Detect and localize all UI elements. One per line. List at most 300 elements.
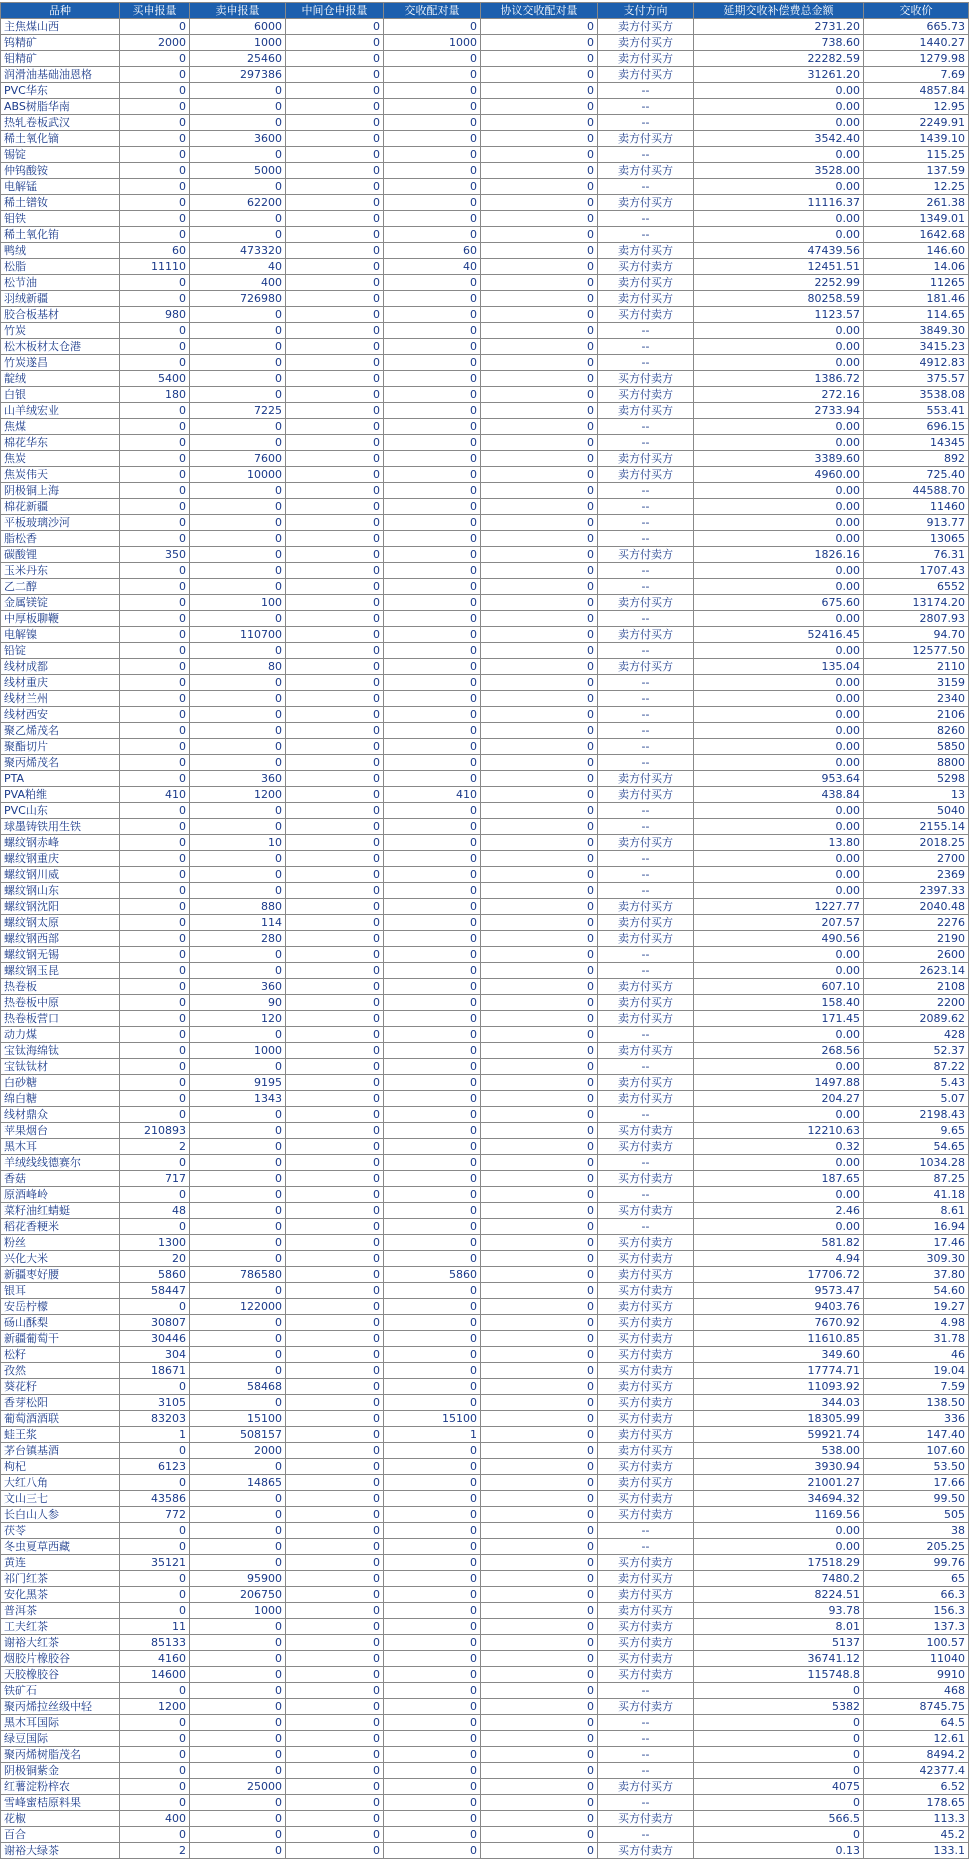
- cell-buy-qty: 0: [120, 115, 190, 131]
- table-row: [1, 595, 969, 611]
- cell-compensation: 0.00: [694, 99, 864, 115]
- cell-match-qty: 0: [384, 819, 481, 835]
- cell-buy-qty: 60: [120, 243, 190, 259]
- cell-agreement-qty: 0: [481, 1011, 598, 1027]
- table-row: [1, 1235, 969, 1251]
- table-row: [1, 307, 969, 323]
- cell-pay-direction: 买方付卖方: [598, 307, 694, 323]
- cell-match-qty: 0: [384, 67, 481, 83]
- cell-mid-qty: 0: [286, 1139, 384, 1155]
- cell-variety: 天胶橡胶谷: [1, 1667, 120, 1683]
- cell-pay-direction: 买方付卖方: [598, 1171, 694, 1187]
- table-row: [1, 163, 969, 179]
- table-row: [1, 67, 969, 83]
- cell-pay-direction: 卖方付买方: [598, 1779, 694, 1795]
- cell-sell-qty: 0: [190, 115, 286, 131]
- cell-settle-price: 14.06: [864, 259, 969, 275]
- cell-agreement-qty: 0: [481, 275, 598, 291]
- cell-match-qty: 0: [384, 307, 481, 323]
- cell-settle-price: 6552: [864, 579, 969, 595]
- cell-variety: 普洱茶: [1, 1603, 120, 1619]
- cell-match-qty: 0: [384, 1107, 481, 1123]
- cell-mid-qty: 0: [286, 211, 384, 227]
- cell-agreement-qty: 0: [481, 1731, 598, 1747]
- col-header-compensation: 延期交收补偿费总金额: [694, 3, 864, 19]
- cell-match-qty: 0: [384, 1603, 481, 1619]
- cell-sell-qty: 206750: [190, 1587, 286, 1603]
- cell-pay-direction: 买方付卖方: [598, 1347, 694, 1363]
- table-row: [1, 1715, 969, 1731]
- cell-compensation: 272.16: [694, 387, 864, 403]
- cell-agreement-qty: 0: [481, 835, 598, 851]
- cell-match-qty: 1000: [384, 35, 481, 51]
- col-header-settle-price: 交收价: [864, 3, 969, 19]
- cell-agreement-qty: 0: [481, 579, 598, 595]
- cell-mid-qty: 0: [286, 979, 384, 995]
- cell-match-qty: 0: [384, 1331, 481, 1347]
- cell-sell-qty: 6000: [190, 19, 286, 35]
- cell-buy-qty: 0: [120, 147, 190, 163]
- cell-variety: 花椒: [1, 1811, 120, 1827]
- cell-pay-direction: 买方付卖方: [598, 1811, 694, 1827]
- cell-compensation: 738.60: [694, 35, 864, 51]
- table-row: [1, 627, 969, 643]
- cell-compensation: 0.00: [694, 755, 864, 771]
- cell-buy-qty: 43586: [120, 1491, 190, 1507]
- cell-match-qty: 0: [384, 627, 481, 643]
- cell-buy-qty: 0: [120, 1747, 190, 1763]
- table-row: [1, 515, 969, 531]
- cell-mid-qty: 0: [286, 675, 384, 691]
- cell-match-qty: 0: [384, 1651, 481, 1667]
- cell-mid-qty: 0: [286, 1107, 384, 1123]
- cell-match-qty: 0: [384, 1571, 481, 1587]
- cell-settle-price: 66.3: [864, 1587, 969, 1603]
- cell-pay-direction: 卖方付买方: [598, 67, 694, 83]
- cell-agreement-qty: 0: [481, 723, 598, 739]
- cell-buy-qty: 0: [120, 1027, 190, 1043]
- cell-sell-qty: 1343: [190, 1091, 286, 1107]
- table-row: [1, 739, 969, 755]
- cell-compensation: 0.00: [694, 1219, 864, 1235]
- cell-match-qty: 0: [384, 755, 481, 771]
- cell-mid-qty: 0: [286, 419, 384, 435]
- cell-compensation: 80258.59: [694, 291, 864, 307]
- cell-sell-qty: 0: [190, 579, 286, 595]
- cell-pay-direction: 卖方付买方: [598, 771, 694, 787]
- cell-variety: 香菇: [1, 1171, 120, 1187]
- cell-sell-qty: 0: [190, 531, 286, 547]
- cell-variety: 长白山人参: [1, 1507, 120, 1523]
- cell-compensation: 171.45: [694, 1011, 864, 1027]
- col-header-buy-qty: 买申报量: [120, 3, 190, 19]
- cell-compensation: 0.00: [694, 851, 864, 867]
- cell-pay-direction: --: [598, 819, 694, 835]
- cell-settle-price: 2623.14: [864, 963, 969, 979]
- cell-pay-direction: 卖方付买方: [598, 1587, 694, 1603]
- cell-mid-qty: 0: [286, 1763, 384, 1779]
- cell-buy-qty: 0: [120, 531, 190, 547]
- cell-variety: 祁门红茶: [1, 1571, 120, 1587]
- cell-match-qty: 0: [384, 595, 481, 611]
- cell-agreement-qty: 0: [481, 339, 598, 355]
- cell-match-qty: 0: [384, 1027, 481, 1043]
- cell-variety: 鸭绒: [1, 243, 120, 259]
- table-row: [1, 1443, 969, 1459]
- cell-compensation: 0.00: [694, 499, 864, 515]
- cell-sell-qty: 114: [190, 915, 286, 931]
- table-row: [1, 19, 969, 35]
- cell-match-qty: 0: [384, 179, 481, 195]
- cell-agreement-qty: 0: [481, 1219, 598, 1235]
- cell-mid-qty: 0: [286, 483, 384, 499]
- cell-settle-price: 5.43: [864, 1075, 969, 1091]
- cell-pay-direction: --: [598, 579, 694, 595]
- cell-variety: 宝钛海绵钛: [1, 1043, 120, 1059]
- cell-match-qty: 0: [384, 899, 481, 915]
- cell-settle-price: 2200: [864, 995, 969, 1011]
- cell-compensation: 4075: [694, 1779, 864, 1795]
- cell-mid-qty: 0: [286, 131, 384, 147]
- cell-buy-qty: 0: [120, 99, 190, 115]
- cell-buy-qty: 0: [120, 1779, 190, 1795]
- cell-sell-qty: 0: [190, 963, 286, 979]
- cell-match-qty: 0: [384, 1635, 481, 1651]
- cell-settle-price: 1349.01: [864, 211, 969, 227]
- table-row: [1, 883, 969, 899]
- cell-compensation: 0.00: [694, 355, 864, 371]
- cell-settle-price: 428: [864, 1027, 969, 1043]
- table-row: [1, 1267, 969, 1283]
- cell-settle-price: 147.40: [864, 1427, 969, 1443]
- cell-pay-direction: 买方付卖方: [598, 1459, 694, 1475]
- cell-sell-qty: 0: [190, 1315, 286, 1331]
- cell-sell-qty: 0: [190, 563, 286, 579]
- cell-buy-qty: 0: [120, 1379, 190, 1395]
- cell-buy-qty: 0: [120, 1091, 190, 1107]
- cell-mid-qty: 0: [286, 531, 384, 547]
- cell-mid-qty: 0: [286, 259, 384, 275]
- cell-agreement-qty: 0: [481, 1667, 598, 1683]
- cell-compensation: 187.65: [694, 1171, 864, 1187]
- cell-variety: 螺纹钢西部: [1, 931, 120, 947]
- cell-buy-qty: 0: [120, 627, 190, 643]
- cell-compensation: 207.57: [694, 915, 864, 931]
- cell-sell-qty: 0: [190, 1619, 286, 1635]
- cell-buy-qty: 2: [120, 1843, 190, 1859]
- cell-settle-price: 892: [864, 451, 969, 467]
- cell-sell-qty: 0: [190, 1123, 286, 1139]
- cell-sell-qty: 7600: [190, 451, 286, 467]
- cell-pay-direction: 卖方付买方: [598, 1011, 694, 1027]
- cell-sell-qty: 0: [190, 483, 286, 499]
- cell-agreement-qty: 0: [481, 179, 598, 195]
- cell-settle-price: 6.52: [864, 1779, 969, 1795]
- cell-compensation: 490.56: [694, 931, 864, 947]
- cell-pay-direction: 买方付卖方: [598, 1555, 694, 1571]
- cell-sell-qty: 0: [190, 1795, 286, 1811]
- cell-buy-qty: 0: [120, 1075, 190, 1091]
- table-row: [1, 1459, 969, 1475]
- cell-sell-qty: 0: [190, 867, 286, 883]
- table-row: [1, 1283, 969, 1299]
- cell-settle-price: 2198.43: [864, 1107, 969, 1123]
- cell-compensation: 17518.29: [694, 1555, 864, 1571]
- cell-variety: 聚丙烯拉丝级中轻: [1, 1699, 120, 1715]
- table-row: [1, 99, 969, 115]
- col-header-match-qty: 交收配对量: [384, 3, 481, 19]
- cell-match-qty: 0: [384, 99, 481, 115]
- cell-sell-qty: 62200: [190, 195, 286, 211]
- cell-agreement-qty: 0: [481, 1331, 598, 1347]
- cell-pay-direction: --: [598, 1747, 694, 1763]
- cell-agreement-qty: 0: [481, 1203, 598, 1219]
- cell-sell-qty: 0: [190, 1507, 286, 1523]
- cell-compensation: 0.00: [694, 1523, 864, 1539]
- cell-settle-price: 76.31: [864, 547, 969, 563]
- cell-sell-qty: 0: [190, 355, 286, 371]
- cell-mid-qty: 0: [286, 403, 384, 419]
- cell-mid-qty: 0: [286, 147, 384, 163]
- table-row: [1, 83, 969, 99]
- cell-variety: 仲钨酸铵: [1, 163, 120, 179]
- cell-settle-price: 2249.91: [864, 115, 969, 131]
- cell-agreement-qty: 0: [481, 83, 598, 99]
- cell-variety: 安化黑茶: [1, 1587, 120, 1603]
- cell-agreement-qty: 0: [481, 99, 598, 115]
- cell-buy-qty: 0: [120, 851, 190, 867]
- cell-agreement-qty: 0: [481, 611, 598, 627]
- cell-variety: 螺纹钢玉昆: [1, 963, 120, 979]
- cell-settle-price: 2018.25: [864, 835, 969, 851]
- cell-settle-price: 52.37: [864, 1043, 969, 1059]
- cell-buy-qty: 4160: [120, 1651, 190, 1667]
- cell-agreement-qty: 0: [481, 1059, 598, 1075]
- cell-variety: 螺纹钢赤峰: [1, 835, 120, 851]
- cell-sell-qty: 0: [190, 547, 286, 563]
- cell-mid-qty: 0: [286, 1827, 384, 1843]
- cell-compensation: 8224.51: [694, 1587, 864, 1603]
- cell-variety: 文山三七: [1, 1491, 120, 1507]
- cell-mid-qty: 0: [286, 1443, 384, 1459]
- cell-pay-direction: 买方付卖方: [598, 1667, 694, 1683]
- cell-pay-direction: 卖方付买方: [598, 1091, 694, 1107]
- cell-mid-qty: 0: [286, 451, 384, 467]
- cell-compensation: 0: [694, 1827, 864, 1843]
- cell-variety: 羽绒新疆: [1, 291, 120, 307]
- cell-sell-qty: 0: [190, 323, 286, 339]
- cell-sell-qty: 0: [190, 803, 286, 819]
- cell-pay-direction: 卖方付买方: [598, 451, 694, 467]
- cell-pay-direction: 卖方付买方: [598, 51, 694, 67]
- cell-mid-qty: 0: [286, 963, 384, 979]
- cell-sell-qty: 0: [190, 819, 286, 835]
- cell-compensation: 31261.20: [694, 67, 864, 83]
- cell-settle-price: 65: [864, 1571, 969, 1587]
- table-row: [1, 931, 969, 947]
- cell-variety: 热卷板中原: [1, 995, 120, 1011]
- cell-buy-qty: 0: [120, 499, 190, 515]
- cell-sell-qty: 10: [190, 835, 286, 851]
- cell-compensation: 0.00: [694, 83, 864, 99]
- cell-compensation: 1123.57: [694, 307, 864, 323]
- cell-settle-price: 3415.23: [864, 339, 969, 355]
- cell-compensation: 1386.72: [694, 371, 864, 387]
- cell-pay-direction: 卖方付买方: [598, 915, 694, 931]
- cell-agreement-qty: 0: [481, 787, 598, 803]
- cell-buy-qty: 0: [120, 1571, 190, 1587]
- cell-sell-qty: 0: [190, 883, 286, 899]
- cell-buy-qty: 0: [120, 803, 190, 819]
- table-row: [1, 403, 969, 419]
- cell-settle-price: 45.2: [864, 1827, 969, 1843]
- cell-settle-price: 7.59: [864, 1379, 969, 1395]
- cell-buy-qty: 0: [120, 611, 190, 627]
- cell-variety: 碳酸锂: [1, 547, 120, 563]
- cell-sell-qty: 0: [190, 499, 286, 515]
- cell-settle-price: 114.65: [864, 307, 969, 323]
- cell-mid-qty: 0: [286, 995, 384, 1011]
- table-row: [1, 675, 969, 691]
- table-row: [1, 1843, 969, 1859]
- cell-settle-price: 11040: [864, 1651, 969, 1667]
- cell-variety: 螺纹钢重庆: [1, 851, 120, 867]
- cell-mid-qty: 0: [286, 1027, 384, 1043]
- cell-agreement-qty: 0: [481, 1763, 598, 1779]
- cell-compensation: 0.00: [694, 515, 864, 531]
- cell-mid-qty: 0: [286, 1699, 384, 1715]
- table-row: [1, 131, 969, 147]
- cell-mid-qty: 0: [286, 803, 384, 819]
- cell-pay-direction: 买方付卖方: [598, 1491, 694, 1507]
- cell-variety: 聚乙烯茂名: [1, 723, 120, 739]
- cell-match-qty: 0: [384, 131, 481, 147]
- table-row: [1, 1107, 969, 1123]
- cell-agreement-qty: 0: [481, 1395, 598, 1411]
- cell-pay-direction: 卖方付买方: [598, 1043, 694, 1059]
- cell-settle-price: 19.04: [864, 1363, 969, 1379]
- cell-match-qty: 0: [384, 611, 481, 627]
- cell-variety: 茅台镇基酒: [1, 1443, 120, 1459]
- cell-agreement-qty: 0: [481, 163, 598, 179]
- cell-sell-qty: 0: [190, 1347, 286, 1363]
- cell-agreement-qty: 0: [481, 371, 598, 387]
- cell-settle-price: 505: [864, 1507, 969, 1523]
- cell-sell-qty: 0: [190, 1187, 286, 1203]
- cell-buy-qty: 0: [120, 291, 190, 307]
- cell-compensation: 0.00: [694, 563, 864, 579]
- cell-sell-qty: 0: [190, 691, 286, 707]
- cell-variety: 金属镁锭: [1, 595, 120, 611]
- cell-agreement-qty: 0: [481, 35, 598, 51]
- cell-compensation: 7480.2: [694, 1571, 864, 1587]
- cell-compensation: 675.60: [694, 595, 864, 611]
- cell-agreement-qty: 0: [481, 1747, 598, 1763]
- cell-sell-qty: 1200: [190, 787, 286, 803]
- cell-buy-qty: 717: [120, 1171, 190, 1187]
- cell-match-qty: 410: [384, 787, 481, 803]
- cell-agreement-qty: 0: [481, 1315, 598, 1331]
- cell-buy-qty: 0: [120, 483, 190, 499]
- cell-settle-price: 94.70: [864, 627, 969, 643]
- cell-compensation: 0.00: [694, 1027, 864, 1043]
- cell-match-qty: 0: [384, 1395, 481, 1411]
- cell-settle-price: 8260: [864, 723, 969, 739]
- cell-agreement-qty: 0: [481, 1811, 598, 1827]
- cell-pay-direction: 买方付卖方: [598, 1139, 694, 1155]
- cell-pay-direction: --: [598, 1763, 694, 1779]
- cell-buy-qty: 0: [120, 1107, 190, 1123]
- cell-sell-qty: 0: [190, 1699, 286, 1715]
- cell-match-qty: 0: [384, 1059, 481, 1075]
- cell-agreement-qty: 0: [481, 851, 598, 867]
- cell-sell-qty: 58468: [190, 1379, 286, 1395]
- cell-sell-qty: 1000: [190, 1603, 286, 1619]
- cell-compensation: 93.78: [694, 1603, 864, 1619]
- cell-match-qty: 0: [384, 19, 481, 35]
- cell-agreement-qty: 0: [481, 675, 598, 691]
- table-row: [1, 1635, 969, 1651]
- cell-mid-qty: 0: [286, 1427, 384, 1443]
- cell-variety: 主焦煤山西: [1, 19, 120, 35]
- table-row: [1, 963, 969, 979]
- cell-settle-price: 2369: [864, 867, 969, 883]
- table-row: [1, 275, 969, 291]
- cell-compensation: 1227.77: [694, 899, 864, 915]
- cell-mid-qty: 0: [286, 243, 384, 259]
- cell-settle-price: 2089.62: [864, 1011, 969, 1027]
- cell-match-qty: 0: [384, 1363, 481, 1379]
- cell-buy-qty: 0: [120, 835, 190, 851]
- cell-buy-qty: 0: [120, 179, 190, 195]
- cell-mid-qty: 0: [286, 579, 384, 595]
- cell-pay-direction: 卖方付买方: [598, 403, 694, 419]
- cell-variety: 胶合板基材: [1, 307, 120, 323]
- cell-pay-direction: --: [598, 1187, 694, 1203]
- table-row: [1, 451, 969, 467]
- cell-agreement-qty: 0: [481, 1091, 598, 1107]
- table-row: [1, 1779, 969, 1795]
- cell-mid-qty: 0: [286, 1187, 384, 1203]
- cell-settle-price: 11265: [864, 275, 969, 291]
- cell-match-qty: 0: [384, 419, 481, 435]
- table-row: [1, 51, 969, 67]
- table-row: [1, 995, 969, 1011]
- cell-agreement-qty: 0: [481, 387, 598, 403]
- cell-match-qty: 0: [384, 851, 481, 867]
- cell-buy-qty: 410: [120, 787, 190, 803]
- cell-mid-qty: 0: [286, 643, 384, 659]
- table-row: [1, 1347, 969, 1363]
- cell-compensation: 0.00: [694, 643, 864, 659]
- cell-match-qty: 0: [384, 355, 481, 371]
- cell-buy-qty: 11: [120, 1619, 190, 1635]
- cell-buy-qty: 0: [120, 515, 190, 531]
- cell-agreement-qty: 0: [481, 1603, 598, 1619]
- cell-settle-price: 146.60: [864, 243, 969, 259]
- cell-sell-qty: 0: [190, 1139, 286, 1155]
- cell-settle-price: 696.15: [864, 419, 969, 435]
- cell-settle-price: 4.98: [864, 1315, 969, 1331]
- cell-buy-qty: 0: [120, 1731, 190, 1747]
- cell-buy-qty: 0: [120, 1475, 190, 1491]
- cell-mid-qty: 0: [286, 227, 384, 243]
- cell-sell-qty: 120: [190, 1011, 286, 1027]
- cell-settle-price: 1034.28: [864, 1155, 969, 1171]
- cell-settle-price: 137.3: [864, 1619, 969, 1635]
- cell-settle-price: 665.73: [864, 19, 969, 35]
- cell-match-qty: 0: [384, 947, 481, 963]
